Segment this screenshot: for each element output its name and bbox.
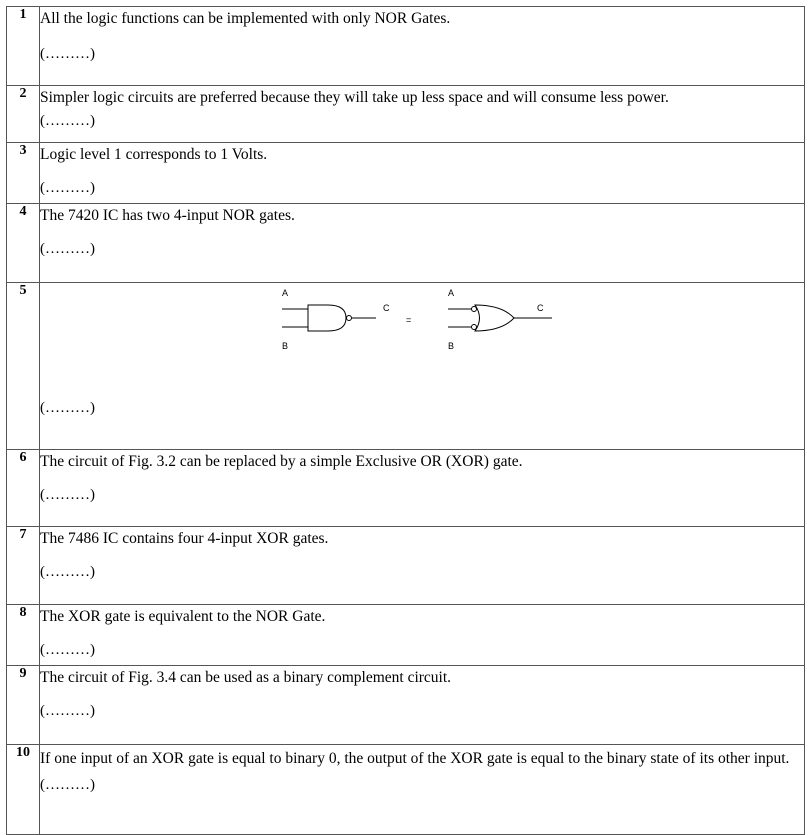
question-text: The circuit of Fig. 3.4 can be used as a binary complement circuit. xyxy=(40,669,452,686)
question-text: If one input of an XOR gate is equal to binary 0, the output of the XOR gate is equal to the binary state of its other input. xyxy=(40,750,790,767)
question-text: All the logic functions can be implemented with only NOR Gates. xyxy=(40,10,451,27)
question-number: 8 xyxy=(7,605,40,666)
question-number: 5 xyxy=(7,283,40,450)
gate-diagram xyxy=(40,283,797,403)
question-number: 4 xyxy=(7,204,40,283)
label-a-right: A xyxy=(448,288,455,298)
question-number: 6 xyxy=(7,450,40,527)
question-text: Simpler logic circuits are preferred because they will take up less space and will consume less power. xyxy=(40,89,669,106)
question-cell xyxy=(40,450,805,527)
answer-blank[interactable]: (………) xyxy=(40,487,95,504)
question-cell xyxy=(40,745,805,835)
label-b-left: B xyxy=(282,341,289,351)
answer-blank[interactable]: (………) xyxy=(40,113,95,130)
table-row xyxy=(7,605,805,666)
label-a-left: A xyxy=(282,288,289,298)
table-row xyxy=(7,283,805,450)
question-number: 1 xyxy=(7,7,40,86)
table-row xyxy=(7,745,805,835)
question-number: 9 xyxy=(7,666,40,745)
question-cell xyxy=(40,7,805,86)
answer-blank[interactable]: (………) xyxy=(40,400,95,416)
question-cell xyxy=(40,605,805,666)
table-row xyxy=(7,7,805,86)
answer-blank[interactable]: (………) xyxy=(40,180,95,197)
table-row xyxy=(7,666,805,745)
answer-blank[interactable]: (………) xyxy=(40,642,95,659)
answer-blank[interactable]: (………) xyxy=(40,241,95,258)
answer-blank[interactable]: (………) xyxy=(40,46,95,63)
nand-gate xyxy=(282,305,376,331)
question-number: 10 xyxy=(7,745,40,835)
question-cell xyxy=(40,666,805,745)
answer-blank[interactable]: (………) xyxy=(40,703,95,720)
gate-equivalence-figure xyxy=(40,283,804,403)
table-row xyxy=(7,527,805,605)
question-text: The circuit of Fig. 3.2 can be replaced by a simple Exclusive OR (XOR) gate. xyxy=(40,453,523,470)
question-text: Logic level 1 corresponds to 1 Volts. xyxy=(40,146,268,163)
table-row xyxy=(7,204,805,283)
table-row xyxy=(7,450,805,527)
label-b-right: B xyxy=(448,341,455,351)
question-text: The 7420 IC has two 4-input NOR gates. xyxy=(40,207,295,224)
answer-blank[interactable]: (………) xyxy=(40,564,95,581)
label-c-right: C xyxy=(537,303,544,313)
question-number: 7 xyxy=(7,527,40,605)
table-row xyxy=(7,143,805,204)
quiz-table xyxy=(6,6,805,835)
table-row xyxy=(7,86,805,143)
question-cell xyxy=(40,86,805,143)
question-cell xyxy=(40,527,805,605)
question-cell xyxy=(40,143,805,204)
question-cell xyxy=(40,283,805,450)
question-text: The XOR gate is equivalent to the NOR Gate. xyxy=(40,608,326,625)
question-number: 2 xyxy=(7,86,40,143)
question-number: 3 xyxy=(7,143,40,204)
question-text: The 7486 IC contains four 4-input XOR gates. xyxy=(40,530,329,547)
question-cell xyxy=(40,204,805,283)
answer-blank[interactable]: (………) xyxy=(40,777,95,794)
label-c-left: C xyxy=(383,303,390,313)
equals-sign: = xyxy=(406,315,412,325)
